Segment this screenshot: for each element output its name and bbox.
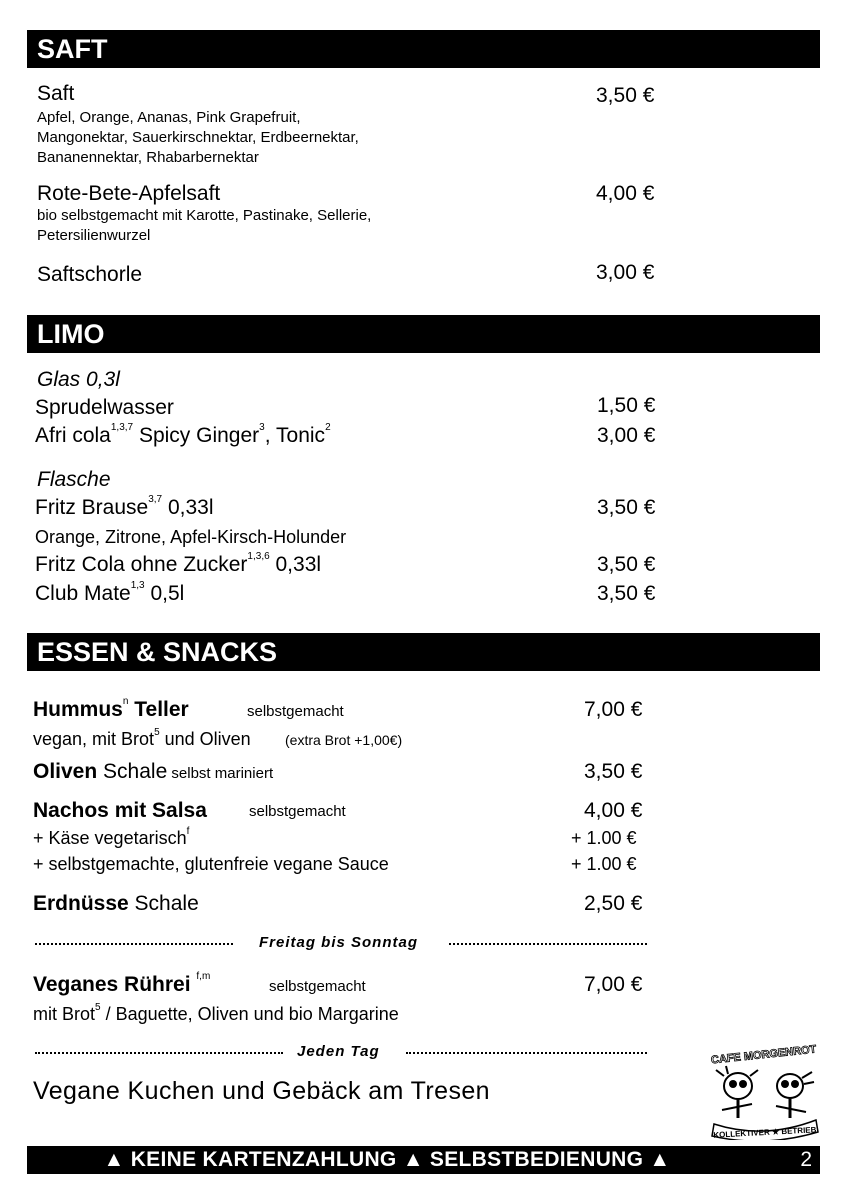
page-number: 2 <box>800 1148 812 1171</box>
hummus-sup: n <box>122 696 129 707</box>
spicy-ginger-sup: 3 <box>259 422 265 433</box>
item-note-ruehrei: selbstgemacht <box>269 978 366 995</box>
section-heading-saft: SAFT <box>27 30 820 68</box>
separator-freitag-sonntag: Freitag bis Sonntag <box>259 934 419 951</box>
item-name-oliven <box>33 760 273 784</box>
item-option-kaese-price: + 1.00 € <box>571 828 637 848</box>
fritz-cola-sup: 1,3,6 <box>247 551 270 562</box>
item-name-nachos: Nachos mit Salsa <box>33 799 207 822</box>
item-price-fritz-cola: 3,50 € <box>597 553 656 576</box>
svg-text:KOLLEKTIVER ★ BETRIEB: KOLLEKTIVER ★ BETRIEB <box>713 1125 817 1140</box>
subheading-glas: Glas 0,3l <box>37 368 120 391</box>
ruehrei-desc-a: mit Brot <box>33 1004 96 1024</box>
club-mate-size: 0,5l <box>144 582 185 605</box>
item-note-nachos: selbstgemacht <box>249 803 346 820</box>
hummus-text: Hummus <box>33 698 123 721</box>
item-desc-ruehrei <box>33 1004 399 1025</box>
separator-dots-left-2 <box>35 1052 283 1054</box>
tonic-text: , Tonic <box>264 424 326 447</box>
ruehrei-desc-sup: 5 <box>95 1002 101 1013</box>
footer-text: ▲ KEINE KARTENZAHLUNG ▲ SELBSTBEDIENUNG ▲ <box>103 1148 671 1171</box>
spicy-ginger-text: Spicy Ginger <box>133 424 260 447</box>
kaese-sup: f <box>186 826 190 837</box>
item-price-club-mate: 3,50 € <box>597 582 656 605</box>
separator-dots-right-2 <box>406 1052 647 1054</box>
item-price-afri-cola: 3,00 € <box>597 424 656 447</box>
afri-cola-sup: 1,3,7 <box>110 422 134 433</box>
subheading-flasche: Flasche <box>37 468 111 491</box>
item-price-erdnuesse: 2,50 € <box>584 892 643 915</box>
ruehrei-text: Veganes Rührei <box>33 973 191 996</box>
item-price-hummus: 7,00 € <box>584 698 643 721</box>
oliven-schale-text: Schale <box>97 760 168 783</box>
fritz-brause-sup: 3,7 <box>148 494 163 505</box>
item-desc-hummus <box>33 729 251 750</box>
item-name-sprudelwasser: Sprudelwasser <box>35 396 174 419</box>
item-name-hummus <box>33 698 189 722</box>
erdnuesse-text: Erdnüsse <box>33 892 129 915</box>
hummus-desc-b: und Oliven <box>159 729 251 749</box>
item-name-rote-bete: Rote-Bete-Apfelsaft <box>37 182 221 205</box>
club-mate-text: Club Mate <box>35 582 131 605</box>
oliven-text: Oliven <box>33 760 98 783</box>
footer-bar <box>27 1146 820 1174</box>
svg-text:CAFE MORGENROT: CAFE MORGENROT <box>710 1043 817 1067</box>
item-price-sprudelwasser: 1,50 € <box>597 394 656 417</box>
item-name-fritz-cola <box>35 553 321 577</box>
item-price-nachos: 4,00 € <box>584 799 643 822</box>
item-name-saftschorle: Saftschorle <box>37 263 143 286</box>
item-desc-saft-3: Bananennektar, Rhabarbernektar <box>37 149 259 166</box>
hummus-desc-a: vegan, mit Brot <box>33 729 155 749</box>
afri-cola-text: Afri cola <box>35 424 111 447</box>
separator-jeden-tag: Jeden Tag <box>297 1043 380 1060</box>
item-note-hummus: selbstgemacht <box>247 703 344 720</box>
separator-dots-right <box>449 943 647 945</box>
club-mate-sup: 1,3 <box>130 580 145 591</box>
item-name-afri-cola <box>35 424 331 448</box>
ruehrei-sup: f,m <box>196 971 211 982</box>
cafe-morgenrot-logo <box>706 1040 824 1140</box>
item-desc-fritz-brause: Orange, Zitrone, Apfel-Kirsch-Holunder <box>35 527 347 547</box>
fritz-brause-text: Fritz Brause <box>35 496 149 519</box>
section-heading-essen: ESSEN & SNACKS <box>27 633 820 671</box>
item-extra-hummus: (extra Brot +1,00€) <box>285 732 403 748</box>
hummus-desc-sup: 5 <box>154 727 160 738</box>
separator-dots-left <box>35 943 233 945</box>
item-option-sauce-price: + 1.00 € <box>571 854 637 874</box>
item-option-kaese <box>33 828 189 849</box>
tonic-sup: 2 <box>325 422 331 433</box>
item-option-sauce: + selbstgemachte, glutenfreie vegane Sauce <box>33 854 389 874</box>
item-price-oliven: 3,50 € <box>584 760 643 783</box>
item-desc-saft-2: Mangonektar, Sauerkirschnektar, Erdbeernektar, <box>37 129 359 146</box>
kuchen-note: Vegane Kuchen und Gebäck am Tresen <box>33 1077 490 1105</box>
item-price-fritz-brause: 3,50 € <box>597 496 656 519</box>
hummus-teller-text: Teller <box>128 698 189 721</box>
section-heading-limo: LIMO <box>27 315 820 353</box>
item-desc-rote-bete-2: Petersilienwurzel <box>37 227 151 244</box>
item-name-ruehrei <box>33 973 210 997</box>
item-price-rote-bete: 4,00 € <box>596 182 655 205</box>
oliven-note: selbst mariniert <box>167 765 274 782</box>
fritz-brause-size: 0,33l <box>162 496 214 519</box>
item-name-erdnuesse <box>33 892 199 916</box>
item-name-saft: Saft <box>37 82 75 105</box>
item-name-fritz-brause <box>35 496 213 520</box>
fritz-cola-text: Fritz Cola ohne Zucker <box>35 553 248 576</box>
item-price-saft: 3,50 € <box>596 84 655 107</box>
item-price-ruehrei: 7,00 € <box>584 973 643 996</box>
kaese-text: + Käse vegetarisch <box>33 828 187 848</box>
item-price-saftschorle: 3,00 € <box>596 261 655 284</box>
fritz-cola-size: 0,33l <box>269 553 322 576</box>
item-desc-rote-bete-1: bio selbstgemacht mit Karotte, Pastinake, Sellerie, <box>37 207 372 224</box>
item-name-club-mate <box>35 582 184 606</box>
ruehrei-desc-b: / Baguette, Oliven und bio Margarine <box>100 1004 399 1024</box>
item-desc-saft-1: Apfel, Orange, Ananas, Pink Grapefruit, <box>37 109 301 126</box>
erdnuesse-schale-text: Schale <box>128 892 199 915</box>
